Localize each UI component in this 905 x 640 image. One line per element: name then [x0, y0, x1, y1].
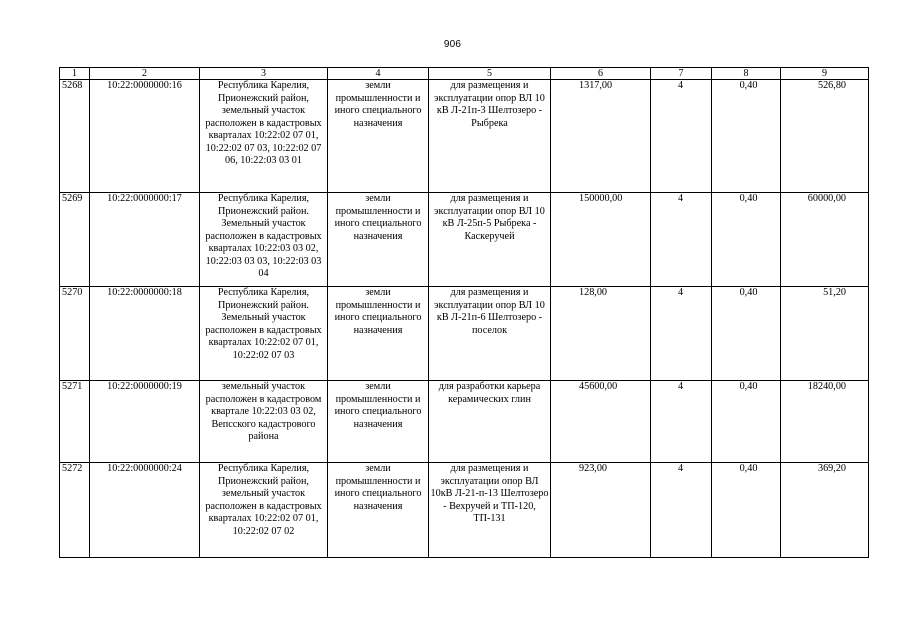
rate-cell: 0,40 [712, 463, 781, 558]
table-row [60, 287, 869, 381]
location-cell: земельный участок расположен в кадастровом квартале 10:22:03 03 02, Вепсского кадастрового района [200, 381, 328, 463]
share-cell: 4 [651, 80, 712, 193]
rate-cell: 0,40 [712, 193, 781, 287]
area-cell: 128,00 [551, 287, 651, 381]
cadastral-number-cell: 10:22:0000000:18 [90, 287, 200, 381]
column-header: 5 [429, 68, 551, 80]
permitted-use-cell: для разработки карьера керамических глин [429, 381, 551, 463]
permitted-use-cell: для размещения и эксплуатации опор ВЛ 10 кВ Л-21п-3 Шелтозеро - Рыбрека [429, 80, 551, 193]
area-cell: 150000,00 [551, 193, 651, 287]
location-cell: Республика Карелия, Прионежский район, земельный участок расположен в кадастровых кварталах 10:22:02 07 01, 10:22:02 07 02 [200, 463, 328, 558]
land-registry-table [59, 67, 869, 558]
cadastral-number-cell: 10:22:0000000:17 [90, 193, 200, 287]
sum-cell: 526,80 [781, 80, 869, 193]
land-category-cell: земли промышленности и иного специального назначения [328, 193, 429, 287]
permitted-use-cell: для размещения и эксплуатации опор ВЛ 10 кВ Л-25п-5 Рыбрека - Каскеручей [429, 193, 551, 287]
sum-cell: 369,20 [781, 463, 869, 558]
share-cell: 4 [651, 287, 712, 381]
row-number-cell: 5271 [60, 381, 90, 463]
share-cell: 4 [651, 193, 712, 287]
area-cell: 923,00 [551, 463, 651, 558]
cadastral-number-cell: 10:22:0000000:24 [90, 463, 200, 558]
cadastral-number-cell: 10:22:0000000:19 [90, 381, 200, 463]
land-category-cell: земли промышленности и иного специального назначения [328, 381, 429, 463]
rate-cell: 0,40 [712, 80, 781, 193]
column-header: 3 [200, 68, 328, 80]
row-number-cell: 5272 [60, 463, 90, 558]
permitted-use-cell: для размещения и эксплуатации опор ВЛ 10 кВ Л-21п-6 Шелтозеро - поселок [429, 287, 551, 381]
column-header: 1 [60, 68, 90, 80]
column-header: 9 [781, 68, 869, 80]
table-row [60, 80, 869, 193]
column-header: 7 [651, 68, 712, 80]
permitted-use-cell: для размещения и эксплуатации опор ВЛ 10кВ Л-21-п-13 Шелтозеро - Вехручей и ТП-120, ТП-131 [429, 463, 551, 558]
sum-cell: 51,20 [781, 287, 869, 381]
location-cell: Республика Карелия, Прионежский район. Земельный участок расположен в кадастровых кварталах 10:22:03 03 02, 10:22:03 03 03, 10:22:03 03 04 [200, 193, 328, 287]
column-header: 2 [90, 68, 200, 80]
rate-cell: 0,40 [712, 287, 781, 381]
area-cell: 1317,00 [551, 80, 651, 193]
page-number: 906 [443, 39, 462, 50]
row-number-cell: 5268 [60, 80, 90, 193]
share-cell: 4 [651, 463, 712, 558]
table-row [60, 463, 869, 558]
location-cell: Республика Карелия, Прионежский район, земельный участок расположен в кадастровых кварталах 10:22:02 07 01, 10:22:02 07 03, 10:22:02 07 06, 10:22:03 03 01 [200, 80, 328, 193]
cadastral-number-cell: 10:22:0000000:16 [90, 80, 200, 193]
area-cell: 45600,00 [551, 381, 651, 463]
column-header: 6 [551, 68, 651, 80]
land-category-cell: земли промышленности и иного специального назначения [328, 463, 429, 558]
row-number-cell: 5269 [60, 193, 90, 287]
column-header: 8 [712, 68, 781, 80]
table-header-row [60, 68, 869, 80]
land-category-cell: земли промышленности и иного специального назначения [328, 287, 429, 381]
row-number-cell: 5270 [60, 287, 90, 381]
table-row [60, 193, 869, 287]
location-cell: Республика Карелия, Прионежский район. Земельный участок расположен в кадастровых кварталах 10:22:02 07 01, 10:22:02 07 03 [200, 287, 328, 381]
column-header: 4 [328, 68, 429, 80]
share-cell: 4 [651, 381, 712, 463]
land-category-cell: земли промышленности и иного специального назначения [328, 80, 429, 193]
table-row [60, 381, 869, 463]
sum-cell: 60000,00 [781, 193, 869, 287]
sum-cell: 18240,00 [781, 381, 869, 463]
rate-cell: 0,40 [712, 381, 781, 463]
